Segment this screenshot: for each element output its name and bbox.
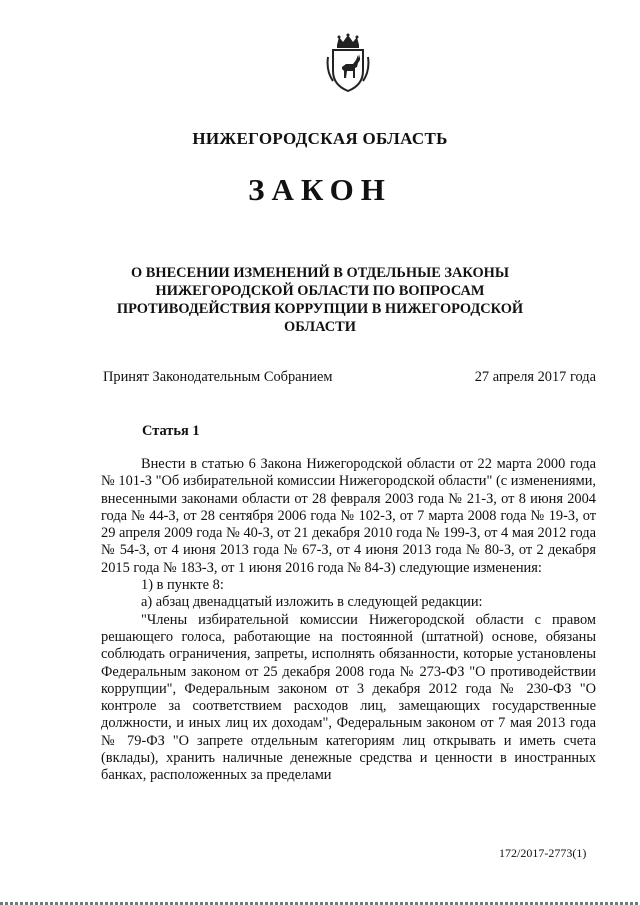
region-title: НИЖЕГОРОДСКАЯ ОБЛАСТЬ xyxy=(192,129,448,148)
article-paragraph: 1) в пункте 8: xyxy=(141,577,224,594)
registration-code: 172/2017-2773(1) xyxy=(499,846,587,860)
coat-of-arms-icon xyxy=(325,33,371,93)
article-body xyxy=(101,456,596,785)
article-paragraph: а) абзац двенадцатый изложить в следующей редакции: xyxy=(141,594,483,611)
adopted-by: Принят Законодательным Собранием xyxy=(103,369,333,385)
law-title-line: ПРОТИВОДЕЙСТВИЯ КОРРУПЦИИ В НИЖЕГОРОДСКОЙ xyxy=(116,301,524,317)
law-title xyxy=(110,264,530,336)
law-title-line: ОБЛАСТИ xyxy=(284,319,356,335)
adoption-row xyxy=(103,369,596,386)
article-paragraph: Внести в статью 6 Закона Нижегородской области от 22 марта 2000 года № 101-З "Об избирательной комиссии Нижегородской области" (с изменениями, внесенными законами области от 28 февраля 2003 года № 21-З, от 8 июня 2004 года № 44-З, от 28 сентября 2006 года № 102-З, от 7 марта 2008 года № 19-З, от 29 апреля 2009 года № 40-З, от 21 декабря 2010 года № 199-З, от 4 мая 2012 года № 54-З, от 4 июня 2013 года № 67-З, от 4 июня 2013 года № 80-З, от 2 декабря 2015 года № 183-З, от 1 июня 2016 года № 84-З) следующие изменения: xyxy=(101,456,596,576)
law-title-line: О ВНЕСЕНИИ ИЗМЕНЕНИЙ В ОТДЕЛЬНЫЕ ЗАКОНЫ xyxy=(130,265,510,281)
article-heading: Статья 1 xyxy=(142,423,200,439)
adoption-date: 27 апреля 2017 года xyxy=(474,369,596,385)
document-type: ЗАКОН xyxy=(248,172,392,207)
article-paragraph: "Члены избирательной комиссии Нижегородской области с правом решающего голоса, работающие на постоянной (штатной) основе, обязаны соблюдать ограничения, запреты, исполнять обязанности, которые установлены Федеральным законом от 25 декабря 2008 года № 273-ФЗ "О противодействии коррупции", Федеральным законом от 3 декабря 2012 года № 230-ФЗ "О контроле за соответствием расходов лиц, замещающих государственные должности, и иных лиц их доходам", Федеральным законом от 7 мая 2013 года № 79-ФЗ "О запрете отдельным категориям лиц открывать и иметь счета (вклады), хранить наличные денежные средства и ценности в иностранных банках, расположенных за пределами xyxy=(101,611,596,784)
law-title-line: НИЖЕГОРОДСКОЙ ОБЛАСТИ ПО ВОПРОСАМ xyxy=(155,283,485,299)
